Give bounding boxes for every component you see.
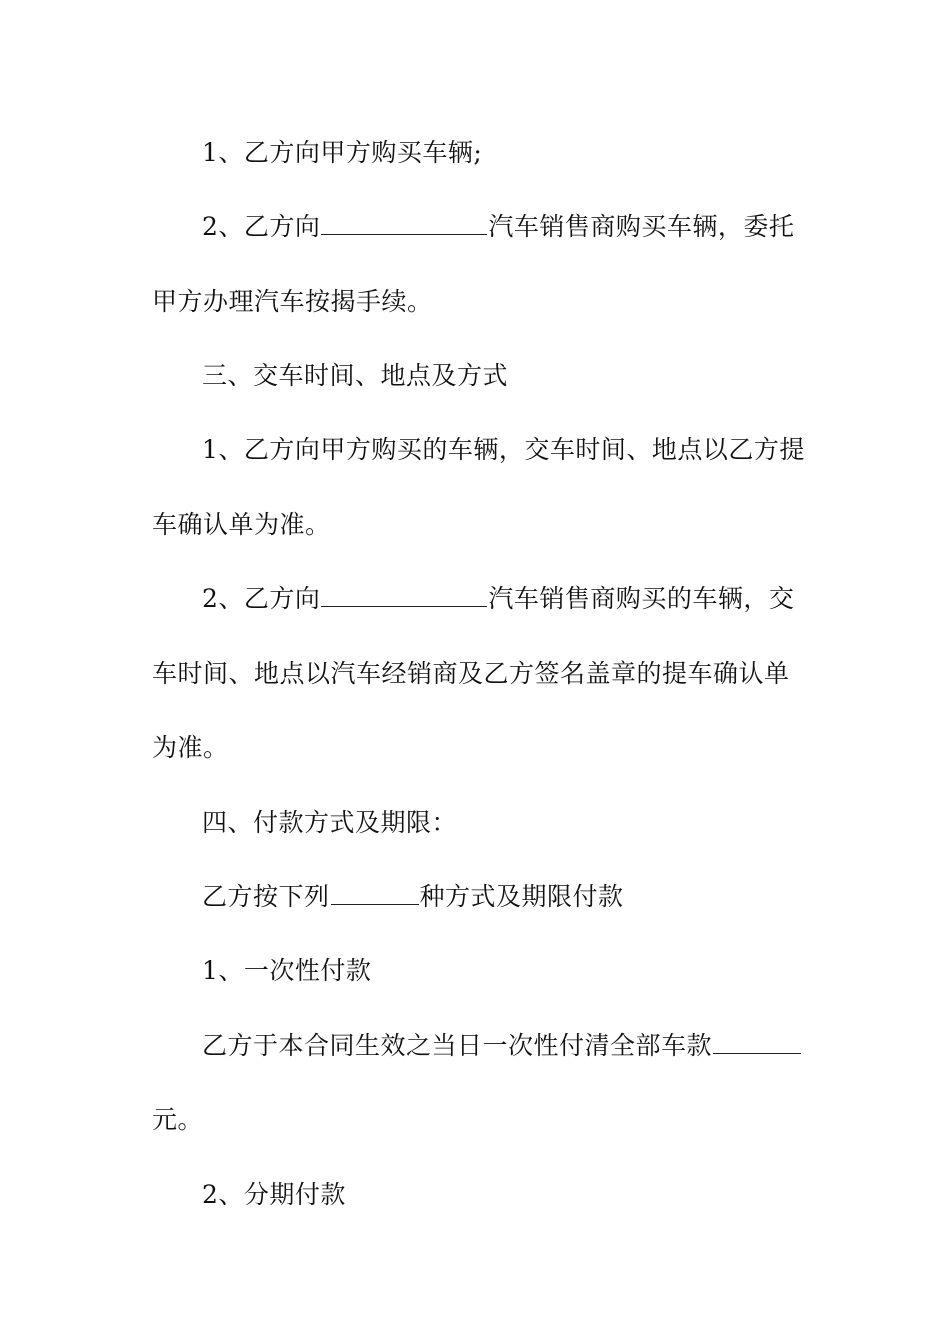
line-text: 1、乙方向甲方购买车辆;: [202, 138, 483, 167]
clause-line: [202, 880, 862, 914]
fill-in-blank[interactable]: [331, 880, 419, 905]
line-text: 1、一次性付款: [202, 956, 372, 985]
fill-in-blank[interactable]: [321, 582, 487, 607]
clause-line: [202, 582, 862, 616]
line-text: 1、乙方向甲方购买的车辆，交车时间、地点以乙方提: [202, 435, 805, 464]
clause-line: [152, 1103, 812, 1137]
line-text: 2、乙方向: [202, 212, 321, 241]
line-text: 乙方于本合同生效之当日一次性付清全部车款: [202, 1031, 713, 1060]
line-text: 乙方按下列: [202, 882, 330, 911]
fill-in-blank[interactable]: [321, 210, 487, 235]
section-heading: [202, 359, 862, 393]
line-text: 车确认单为准。: [152, 510, 331, 539]
clause-line: [152, 285, 812, 319]
clause-line: [202, 1029, 862, 1063]
clause-line: [202, 136, 862, 170]
section-heading: [202, 806, 862, 840]
clause-line: [202, 954, 862, 988]
fill-in-blank[interactable]: [713, 1029, 801, 1054]
line-text: 三、交车时间、地点及方式: [202, 361, 509, 390]
line-text: 2、乙方向: [202, 584, 321, 613]
line-text: 车时间、地点以汽车经销商及乙方签名盖章的提车确认单: [152, 659, 790, 688]
clause-line: [152, 508, 812, 542]
clause-line: [202, 210, 862, 244]
clause-line: [202, 1178, 862, 1212]
line-text: 种方式及期限付款: [419, 882, 624, 911]
line-text: 元。: [152, 1105, 204, 1134]
line-text: 汽车销售商购买的车辆，交: [488, 584, 795, 613]
clause-line: [152, 657, 812, 691]
line-text: 四、付款方式及期限：: [202, 808, 458, 837]
line-text: 2、分期付款: [202, 1180, 346, 1209]
clause-line: [152, 731, 812, 765]
line-text: 为准。: [152, 733, 229, 762]
line-text: 汽车销售商购买车辆，委托: [488, 212, 795, 241]
line-text: 甲方办理汽车按揭手续。: [152, 287, 433, 316]
clause-line: [202, 433, 862, 467]
